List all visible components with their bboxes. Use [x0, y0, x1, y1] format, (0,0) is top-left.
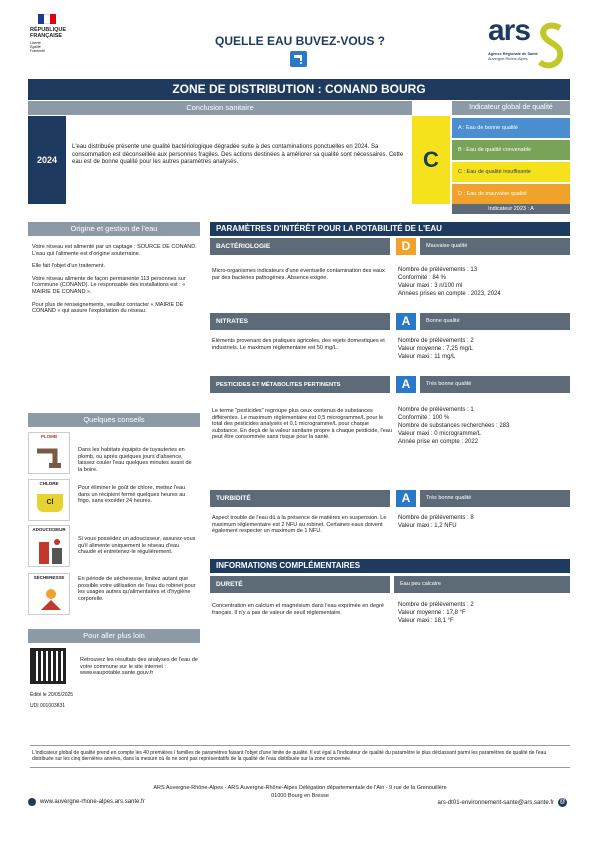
conclusion-grade: C: [412, 116, 450, 204]
tip-chlorine-text: Pour éliminer le goût de chlore, mettez l'eau dans un récipient fermé quelques heures au frigo, sans excéder 24 heures.: [78, 485, 186, 505]
globe-icon: [28, 798, 36, 806]
more-text: Retrouvez les résultats des analyses de l'eau de votre commune sur le site internet : www.eaupotable.sante.gouv.fr: [80, 657, 198, 677]
indicator-row: A : Eau de bonne qualité: [452, 118, 570, 138]
stat-line: Valeur maxi : 3 n/100 ml: [398, 283, 463, 289]
params-container: [210, 238, 570, 558]
tip-softener-text: Si vous possédez un adoucisseur, assurez-vous qu'il alimente uniquement le réseau d'eau chaude et entretenez-le régulièrement.: [78, 536, 196, 556]
param-title: BACTÉRIOLOGIE: [210, 238, 390, 255]
params-header: PARAMÈTRES D'INTÉRÊT POUR LA POTABILITÉ DE L'EAU: [210, 222, 570, 236]
param-description: Aspect trouble de l'eau dû à la présence de matières en suspension. Le maximum réglementaire est 2 NFU au robinet. Certaines eaux doivent également respecter un maximum de 1 NFU.: [212, 515, 387, 535]
stat-line: Valeur maxi : 1,2 NFU: [398, 523, 457, 529]
indicator-header: Indicateur global de qualité: [452, 101, 570, 115]
param-stats: [398, 266, 570, 298]
hardness-stats: Nombre de prélèvements : 2 Valeur moyenne : 17,8 °F Valeur maxi : 18,1 °F: [398, 602, 474, 624]
stat-line: Nombre de substances recherchées : 283: [398, 423, 510, 429]
stat-line: Valeur maxi : 0 microgramme/L: [398, 431, 481, 437]
stat-line: Année prise en compte : 2022: [398, 439, 479, 445]
tips-header: Quelques conseils: [28, 413, 200, 427]
indicator-row: C : Eau de qualité insuffisante: [452, 162, 570, 182]
stat-line: Conformité : 84 %: [398, 275, 447, 281]
drought-icon: SÉCHERESSE: [28, 573, 70, 615]
conclusion-year: 2024: [28, 116, 66, 204]
stat-line: Nombre de prélèvements : 1: [398, 407, 474, 413]
chlorine-icon: CHLORE Cl: [28, 479, 70, 521]
stat-line: Valeur maxi : 11 mg/L: [398, 354, 456, 360]
param-description: Micro-organismes indicateurs d'une éventuelle contamination des eaux par des bactéries pathogènes. Absence exigée.: [212, 268, 385, 281]
param-quality: Mauvaise qualité: [420, 238, 570, 255]
origin-text: Votre réseau est alimenté par un captage : SOURCE DE CONAND. L'eau qui l'alimente est d'origine souterraine. Elle fait l'objet d'un traitement. Votre réseau alimente de façon permanente 113 personnes sur l'commune (CONAND). Le responsable des installations est : « MAIRIE DE CONAND ». Pour plus de renseignements, veuillez contacter « MAIRIE DE CONAND » qui assure l'exploitation du réseau.: [32, 244, 197, 315]
ars-logo: ars Agence Régionale de Santé Auvergne-Rhône-Alpes: [486, 20, 570, 70]
stat-line: Nombre de prélèvements : 8: [398, 515, 474, 521]
indicator-row: B : Eau de qualité convenable: [452, 140, 570, 160]
indicator-footer: Indicateur 2023 : A: [452, 204, 570, 214]
origin-header: Origine et gestion de l'eau: [28, 222, 200, 236]
zone-title: ZONE DE DISTRIBUTION : CONAND BOURG: [28, 79, 570, 100]
at-icon: @: [559, 799, 566, 805]
param-stats: [398, 406, 570, 446]
footer-address-1: ARS Auvergne-Rhône-Alpes - ARS Auvergne-Rhône-Alpes Délégation départementale de l'Ain - 9 rue de la Grenouillère: [153, 785, 447, 791]
edition-date: Édité le 20/05/2025: [30, 692, 74, 698]
lead-pipe-icon: PLOMB: [28, 432, 70, 474]
param-grade: D: [396, 238, 416, 255]
page-title: QUELLE EAU BUVEZ-VOUS ?: [214, 34, 385, 48]
republique-logo: RÉPUBLIQUE FRANÇAISE Liberté Égalité Fraternité: [30, 14, 80, 66]
stat-line: Conformité : 100 %: [398, 415, 450, 421]
param-quality: Très bonne qualité: [420, 376, 570, 393]
param-title: NITRATES: [210, 313, 390, 330]
email-link[interactable]: ars-dt01-environnement-sante@ars.sante.fr @: [437, 799, 566, 806]
stat-line: Valeur moyenne : 7,25 mg/L: [398, 346, 473, 352]
website-link[interactable]: www.auvergne-rhone-alpes.ars.sante.fr: [28, 798, 145, 806]
tip-lead-text: Dans les habitats équipés de tuyauteries en plomb, ou après quelques jours d'absence, laissez couler l'eau quelques minutes avant de la boire.: [78, 447, 192, 473]
complementary-header: INFORMATIONS COMPLÉMENTAIRES: [210, 559, 570, 573]
qr-code[interactable]: [30, 648, 66, 684]
conclusion-header: Conclusion sanitaire: [28, 101, 412, 115]
param-title: TURBIDITÉ: [210, 490, 390, 507]
tip-drought-text: En période de sécheresse, limitez autant que possible votre utilisation de l'eau du robinet pour les usages autres qu'alimentaires et d'hygiène corporelle.: [78, 576, 196, 602]
water-softener-icon: ADOUCISSEUR: [28, 525, 70, 567]
indicator-note: L'indicateur global de qualité prend en compte les 40 premières / familles de paramètres faisant l'objet d'une limite de qualité. Il est égal à l'indicateur de qualité du paramètre le plus déclassant parmi les paramètres de qualité de l'eau distribuée sur les cinq dernières années, dans la mesure où ils ne sont pas représentatifs de la qualité de l'eau distribuée sur la zone concernée.: [30, 745, 570, 768]
param-grade: A: [396, 490, 416, 507]
param-stats: [398, 337, 570, 361]
stat-line: Nombre de prélèvements : 2: [398, 338, 474, 344]
stat-line: Années prises en compte : 2023, 2024: [398, 291, 501, 297]
indicator-row: D : Eau de mauvaise qualité: [452, 184, 570, 204]
param-grade: A: [396, 313, 416, 330]
more-header: Pour aller plus loin: [28, 629, 200, 643]
hardness-quality: Eau peu calcaire: [394, 576, 570, 593]
param-description: Le terme "pesticides" regroupe plus ceux contenus de substances différentes. Le maximum réglementaire est 0,5 microgramme/L pour le total des pesticides analysés et 0,1 microgramme/L pour chaque substance. En deçà de la valeur sanitaire propre à chaque pesticide, l'eau peut être consommée sans risque pour la santé.: [212, 408, 392, 441]
footer-address-2: 01000 Bourg en Bresse: [271, 793, 329, 799]
hardness-title: DURETÉ: [210, 576, 390, 593]
param-grade: A: [396, 376, 416, 393]
param-stats: [398, 514, 570, 530]
conclusion-text: L'eau distribuée présente une qualité bactériologique dégradée suite à des contaminations ponctuelles en 2024. Sa consommation est déconseillée aux personnes fragiles. Des actions destinées à améliorer sa qualité sont nécessaires. Cette eau est de bonne qualité pour les autres paramètres analysés.: [72, 144, 404, 165]
stat-line: Nombre de prélèvements : 13: [398, 267, 478, 273]
udi-code: UDI 001003831: [30, 703, 66, 709]
tap-icon: [290, 51, 307, 67]
param-quality: Bonne qualité: [420, 313, 570, 330]
hardness-desc: Concentration en calcium et magnésium dans l'eau exprimée en degré français. Il n'y a pas de valeur de seuil réglementaire.: [212, 603, 384, 616]
flag-icon: [38, 14, 56, 24]
param-description: Éléments provenant des pratiques agricoles, des rejets domestiques et industriels. Le maximum réglementaire est 50 mg/L.: [212, 338, 385, 351]
param-quality: Très bonne qualité: [420, 490, 570, 507]
param-title: PESTICIDES ET MÉTABOLITES PERTINENTS: [210, 376, 390, 393]
